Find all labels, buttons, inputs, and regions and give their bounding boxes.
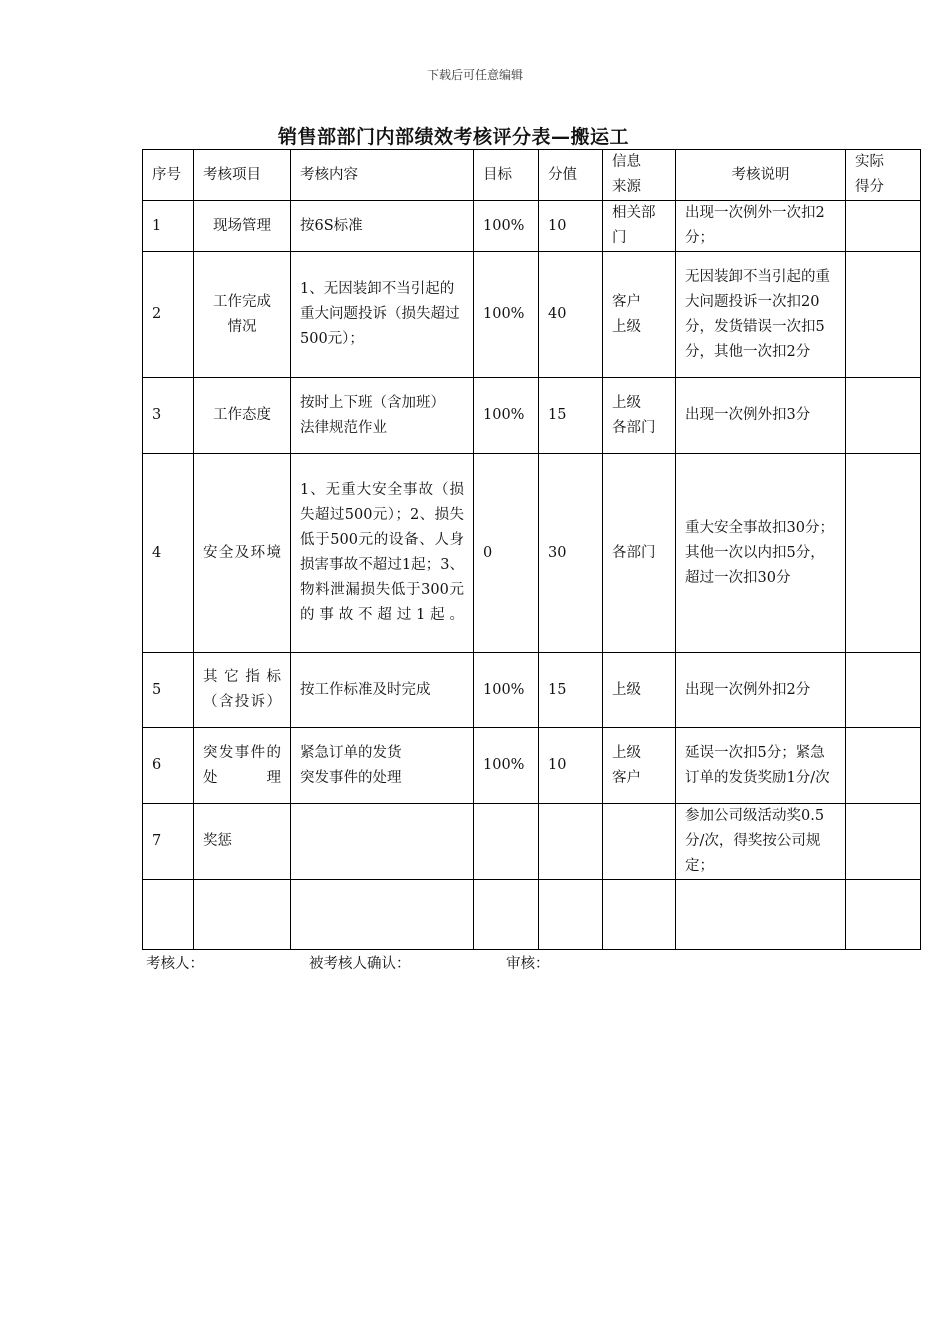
cell-note: 无因装卸不当引起的重大问题投诉一次扣20分，发货错误一次扣5分，其他一次扣2分 [676,252,846,378]
table-row [143,454,921,653]
table-row [143,804,921,880]
cell-actual [846,201,921,252]
cell-source: 上级 各部门 [603,378,676,454]
cell-target: 100% [474,378,539,454]
assessment-table [142,149,921,950]
cell-item: 现场管理 [194,201,291,252]
header-cell-target: 目标 [474,150,539,201]
header-cell-content: 考核内容 [291,150,474,201]
page-title: 销售部部门内部绩效考核评分表—搬运工 [278,126,630,148]
cell-target [474,880,539,950]
cell-item: 突发事件的处理 [194,728,291,804]
header-note: 下载后可任意编辑 [426,68,523,82]
cell-source: 上级 客户 [603,728,676,804]
cell-note [676,880,846,950]
cell-score: 15 [539,378,603,454]
table-row [143,653,921,728]
cell-note: 出现一次例外扣3分 [676,378,846,454]
header-cell-item: 考核项目 [194,150,291,201]
cell-actual [846,804,921,880]
cell-actual [846,252,921,378]
cell-content: 按6S标准 [291,201,474,252]
cell-source [603,804,676,880]
cell-item: 奖惩 [194,804,291,880]
cell-source: 客户 上级 [603,252,676,378]
cell-score: 15 [539,653,603,728]
cell-note: 重大安全事故扣30分；其他一次以内扣5分，超过一次扣30分 [676,454,846,653]
cell-no: 6 [143,728,194,804]
cell-actual [846,653,921,728]
reviewer-label: 审核： [506,956,550,972]
cell-target: 100% [474,201,539,252]
table-row [143,201,921,252]
cell-no: 4 [143,454,194,653]
cell-content: 按时上下班（含加班） 法律规范作业 [291,378,474,454]
cell-actual [846,880,921,950]
assessor-label: 考核人： [146,956,204,972]
cell-note: 出现一次例外扣2分 [676,653,846,728]
cell-no: 2 [143,252,194,378]
cell-score [539,880,603,950]
cell-no: 3 [143,378,194,454]
cell-source: 各部门 [603,454,676,653]
table-row [143,880,921,950]
cell-no: 1 [143,201,194,252]
assessee-confirm-label: 被考核人确认： [309,956,411,972]
cell-no [143,880,194,950]
cell-content: 紧急订单的发货 突发事件的处理 [291,728,474,804]
cell-score [539,804,603,880]
cell-content [291,804,474,880]
cell-source: 上级 [603,653,676,728]
cell-note: 参加公司级活动奖0.5分/次，得奖按公司规定； [676,804,846,880]
cell-source: 相关部门 [603,201,676,252]
header-cell-actual: 实际 得分 [846,150,921,201]
cell-target: 100% [474,653,539,728]
cell-score: 10 [539,728,603,804]
cell-item: 工作完成 情况 [194,252,291,378]
header-cell-source: 信息 来源 [603,150,676,201]
header-cell-no: 序号 [143,150,194,201]
cell-score: 30 [539,454,603,653]
cell-actual [846,728,921,804]
cell-target: 100% [474,252,539,378]
table-row [143,378,921,454]
cell-content [291,880,474,950]
cell-no: 7 [143,804,194,880]
cell-content: 按工作标准及时完成 [291,653,474,728]
cell-content: 1、无重大安全事故（损失超过500元）；2、损失低于500元的设备、人身损害事故不超过1起；3、物料泄漏损失低于300元的事故不超过1起。 [291,454,474,653]
cell-source [603,880,676,950]
cell-no: 5 [143,653,194,728]
table-row [143,252,921,378]
cell-item: 工作态度 [194,378,291,454]
cell-note: 出现一次例外一次扣2分； [676,201,846,252]
header-cell-note: 考核说明 [676,150,846,201]
cell-note: 延误一次扣5分；紧急订单的发货奖励1分/次 [676,728,846,804]
cell-item [194,880,291,950]
cell-item: 安全及环境 [194,454,291,653]
cell-score: 40 [539,252,603,378]
cell-target [474,804,539,880]
cell-actual [846,378,921,454]
cell-target: 100% [474,728,539,804]
cell-actual [846,454,921,653]
cell-content: 1、无因装卸不当引起的重大问题投诉（损失超过500元）； [291,252,474,378]
header-cell-score: 分值 [539,150,603,201]
cell-target: 0 [474,454,539,653]
table-header-row [143,150,921,201]
cell-score: 10 [539,201,603,252]
table-row [143,728,921,804]
cell-item: 其它指标（含投诉） [194,653,291,728]
